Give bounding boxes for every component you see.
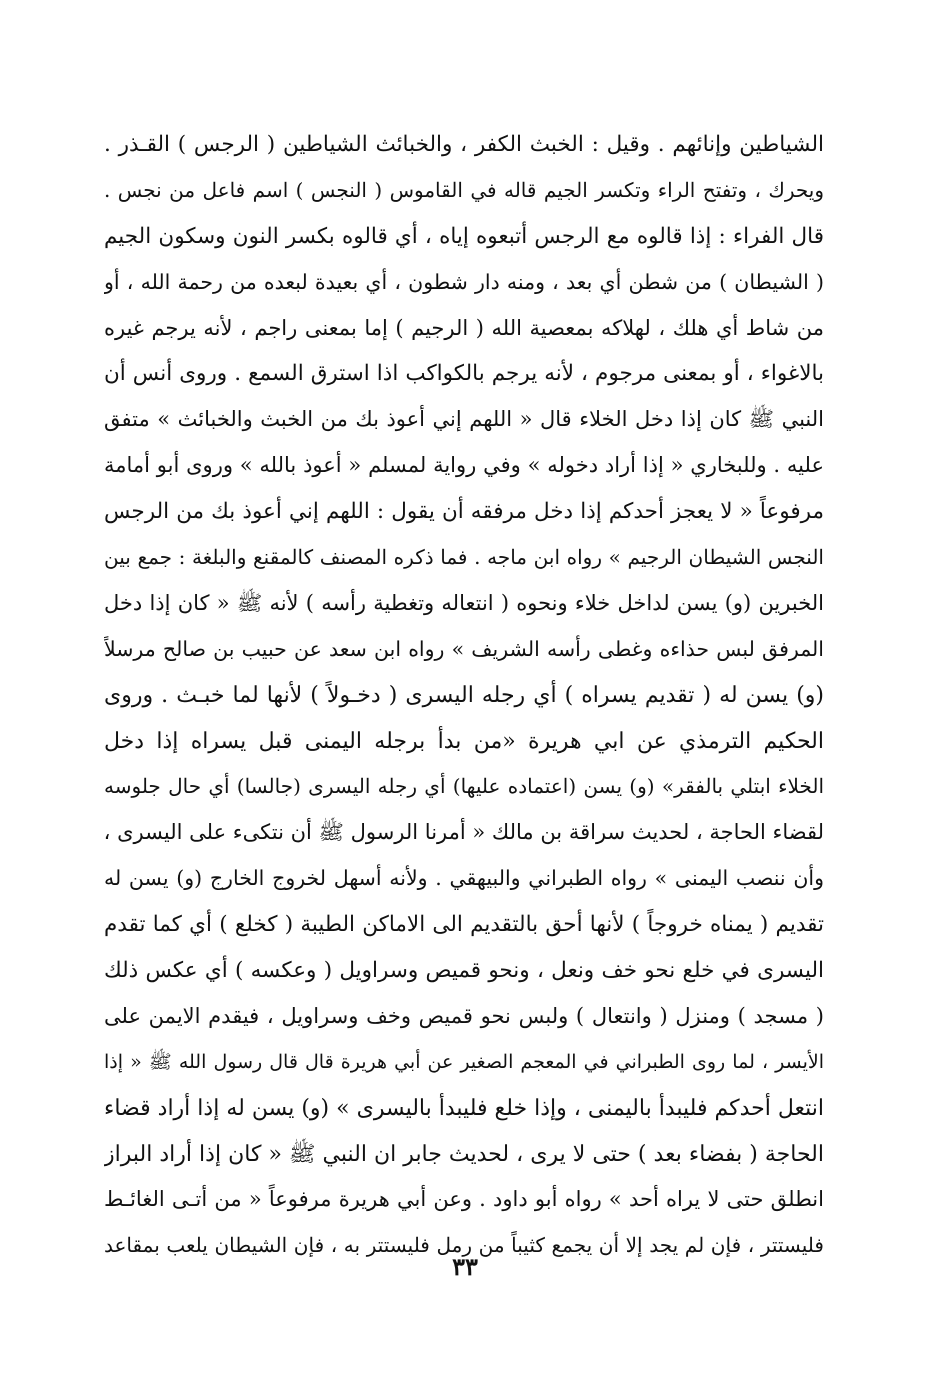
text-line-11: الخبرين (و) يسن لداخل خلاء ونحوه ( انتعاله وتغطية رأسه ) لأنه ﷺ « كان إذا دخل (104, 590, 824, 615)
text-line-16: لقضاء الحاجة ، لحديث سراقة بن مالك « أمرنا الرسول ﷺ أن نتكىء على اليسرى ، (104, 820, 824, 845)
text-line-23: الحاجة ( بفضاء بعد ) حتى لا يرى ، لحديث جابر ان النبي ﷺ « كان إذا أراد البراز (104, 1141, 824, 1167)
text-line-22: انتعل أحدكم فليبدأ باليمنى ، وإذا خلع فليبدأ باليسرى » (و) يسن له إذا أراد قضاء (104, 1095, 824, 1121)
text-line-15: الخلاء ابتلي بالفقر» (و) يسن (اعتماده عليها) أي رجله اليسرى (جالسا) أي حال جلوسه (104, 774, 824, 799)
text-line-14: الحكيم الترمذي عن ابي هريرة «من بدأ برجله اليمنى قبل يسراه إذا دخل (104, 728, 824, 754)
text-line-2: ويحرك ، وتفتح الراء وتكسر الجيم قاله في القاموس ( النجس ) اسم فاعل من نجس . (104, 177, 824, 202)
text-line-6: بالاغواء ، أو بمعنى مرجوم ، لأنه يرجم بالكواكب اذا استرق السمع . وروى أنس أن (104, 361, 824, 387)
text-line-17: وأن ننصب اليمنى » رواه الطبراني والبيهقي . ولأنه أسهل لخروج الخارج (و) يسن له (104, 866, 824, 891)
text-line-20: ( مسجد ) ومنزل ( وانتعال ) ولبس نحو قميص وخف وسراويل ، فيقدم الايمن على (104, 1003, 824, 1028)
text-line-1: الشياطين وإنائهم . وقيل : الخبث الكفر ، والخبائث الشياطين ( الرجس ) القـذر . (104, 132, 824, 157)
text-line-10: النجس الشيطان الرجيم » رواه ابن ماجه . فما ذكره المصنف كالمقنع والبلغة : جمع بين (104, 545, 824, 570)
body-text (104, 122, 824, 1269)
text-line-25: فليستتر ، فإن لم يجد إلا أن يجمع كثيباً من رمل فليستتر به ، فإن الشيطان يلعب بمقاعد (104, 1233, 824, 1258)
text-line-9: مرفوعاً « لا يعجز أحدكم إذا دخل مرفقه أن يقول : اللهم إني أعوذ بك من الرجس (104, 499, 824, 525)
text-line-12: المرفق لبس حذاءه وغطى رأسه الشريف » رواه ابن سعد عن حبيب بن صالح مرسلاً (104, 636, 824, 661)
text-line-18: تقديم ( يمناه خروجاً ) لأنها أحق بالتقديم الى الاماكن الطيبة ( كخلع ) أي كما تقدم (104, 912, 824, 938)
text-line-3: قال الفراء : إذا قالوه مع الرجس أتبعوه إياه ، أي قالوه بكسر النون وسكون الجيم (104, 223, 824, 249)
text-line-4: ( الشيطان ) من شطن أي بعد ، ومنه دار شطون ، أي بعيدة لبعده من رحمة الله ، أو (104, 269, 824, 294)
page-number: ٣٣ (452, 1252, 478, 1281)
text-line-24: انطلق حتى لا يراه أحد » رواه أبو داود . وعن أبي هريرة مرفوعاً « من أتـى الغائـط (104, 1187, 824, 1212)
text-line-7: النبي ﷺ كان إذا دخل الخلاء قال « اللهم إني أعوذ بك من الخبث والخبائث » متفق (104, 407, 824, 432)
text-line-21: الأيسر ، لما روى الطبراني في المعجم الصغير عن أبي هريرة قال قال رسول الله ﷺ « إذا (104, 1050, 824, 1073)
text-line-8: عليه . وللبخاري « إذا أراد دخوله » وفي رواية لمسلم « أعوذ بالله » وروى أبو أمامة (104, 453, 824, 478)
text-line-13: (و) يسن له ( تقديم يسراه ) أي رجله اليسرى ( دخـولاً ) لأنها لما خبـث . وروى (104, 682, 824, 708)
text-line-19: اليسرى في خلع نحو خف ونعل ، ونحو قميص وسراويل ( وعكسه ) أي عكس ذلك (104, 958, 824, 984)
text-line-5: من شاط أي هلك ، لهلاكه بمعصية الله ( الرجيم ) إما بمعنى راجم ، لأنه يرجم غيره (104, 315, 824, 340)
